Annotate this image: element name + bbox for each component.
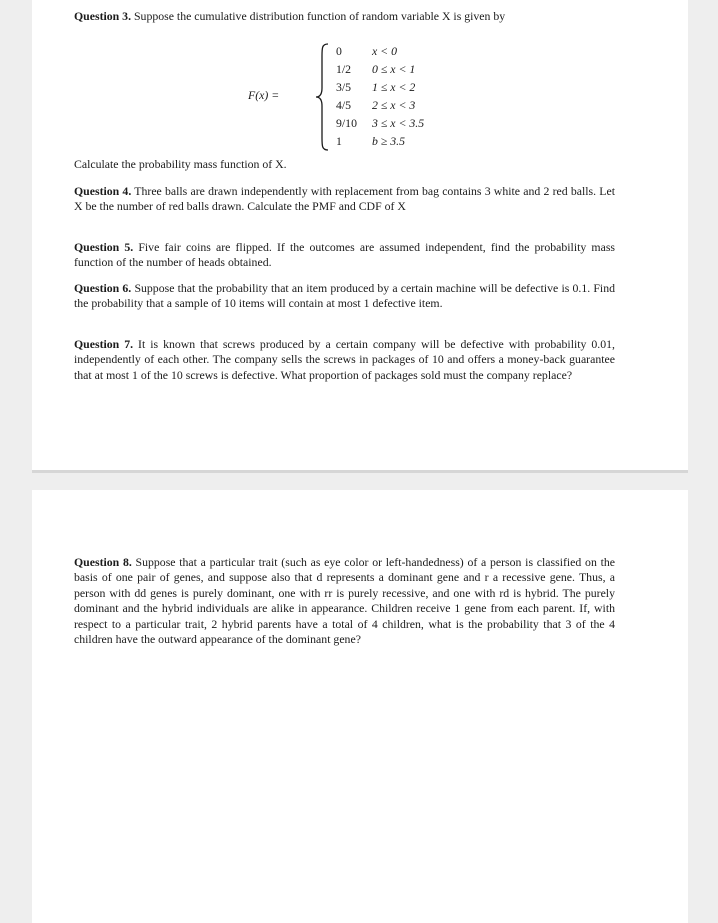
question-6-label: Question 6.	[74, 281, 132, 295]
cdf-case-condition: x < 0	[372, 44, 397, 58]
cdf-case-value: 0	[336, 44, 342, 58]
cdf-case-row	[336, 80, 415, 95]
cdf-case-condition: b ≥ 3.5	[372, 134, 406, 148]
question-4-label: Question 4.	[74, 184, 132, 198]
cdf-piecewise-function	[248, 40, 488, 155]
cdf-case-row	[336, 134, 405, 149]
cdf-case-row	[336, 44, 397, 59]
question-5-label: Question 5.	[74, 240, 134, 254]
question-7	[74, 337, 615, 383]
cdf-case-value: 1	[336, 134, 342, 148]
question-4-text: Three balls are drawn independently with replacement from bag contains 3 white and 2 red balls. Let X be the number of red balls drawn. Calculate the PMF and CDF of X	[74, 184, 615, 214]
question-8-text: Suppose that a particular trait (such as eye color or left-handedness) of a person is classified on the basis of one pair of genes, and suppose also that d represents a dominant gene and r a recessive gene. Thus, a person with dd genes is purely dominant, one with rr is purely recessive, and one with rd is hybrid. The purely dominant and the hybrid individuals are alike in appearance. Children receive 1 gene from each parent. If, with respect to a particular trait, 2 hybrid parents have a total of 4 children, what is the probability that 3 of the 4 children have the outward appearance of the dominant gene?	[74, 555, 615, 647]
cdf-case-value: 1/2	[336, 62, 352, 76]
left-brace-icon	[314, 42, 332, 152]
question-3-intro	[74, 9, 615, 24]
page-divider	[32, 470, 688, 473]
cdf-case-row	[336, 116, 424, 131]
question-6	[74, 281, 615, 312]
cdf-case-value: 9/10	[336, 116, 357, 130]
question-5-text: Five fair coins are flipped. If the outcomes are assumed independent, find the probability mass function of the number of heads obtained.	[74, 240, 616, 270]
question-3-task: Calculate the probability mass function of X.	[74, 157, 287, 171]
cdf-function-label: F(x) =	[248, 88, 280, 102]
question-8-label: Question 8.	[74, 555, 132, 569]
cdf-case-value: 3/5	[336, 80, 352, 94]
cdf-case-condition: 2 ≤ x < 3	[372, 98, 416, 112]
question-3-label: Question 3.	[74, 9, 132, 23]
cdf-case-condition: 3 ≤ x < 3.5	[372, 116, 425, 130]
cdf-case-condition: 1 ≤ x < 2	[372, 80, 416, 94]
question-8	[74, 555, 615, 647]
cdf-case-row	[336, 98, 415, 113]
question-6-text: Suppose that the probability that an item produced by a certain machine will be defective is 0.1. Find the probability that a sample of 10 items will contain at most 1 defective item.	[74, 281, 616, 311]
question-3-intro-text: Suppose the cumulative distribution function of random variable X is given by	[133, 9, 506, 23]
question-7-text: It is known that screws produced by a certain company will be defective with probability 0.01, independently of each other. The company sells the screws in packages of 10 and offers a money-back guarantee that at most 1 of the 10 screws is defective. What proportion of packages sold must the company replace?	[74, 337, 615, 382]
question-7-label: Question 7.	[74, 337, 134, 351]
question-5	[74, 240, 615, 271]
cdf-case-row	[336, 62, 415, 77]
question-4	[74, 184, 615, 215]
cdf-case-value: 4/5	[336, 98, 352, 112]
cdf-case-condition: 0 ≤ x < 1	[372, 62, 416, 76]
